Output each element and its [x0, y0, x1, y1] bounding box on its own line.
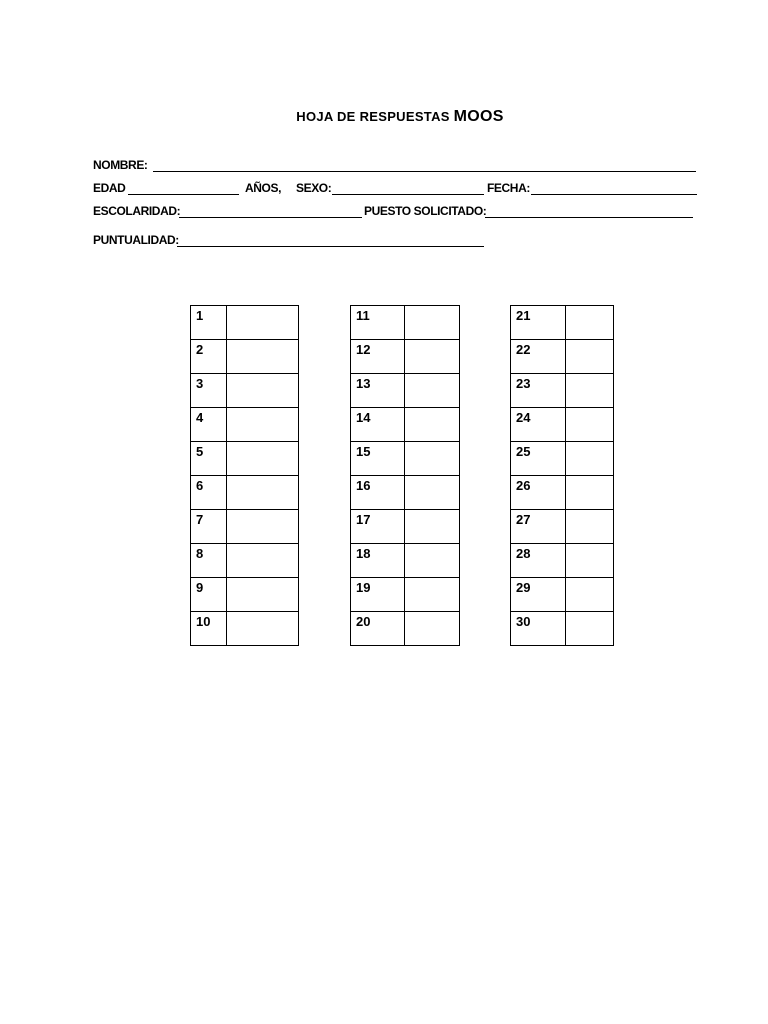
question-number: 25 [511, 442, 566, 476]
answer-row [351, 442, 460, 476]
question-number: 17 [351, 510, 405, 544]
escolaridad-label: ESCOLARIDAD: [93, 204, 181, 218]
answer-row [511, 306, 614, 340]
answer-row [191, 374, 299, 408]
answer-cell[interactable] [566, 510, 614, 544]
question-number: 11 [351, 306, 405, 340]
answer-row [511, 408, 614, 442]
answer-cell[interactable] [566, 306, 614, 340]
question-number: 14 [351, 408, 405, 442]
question-number: 24 [511, 408, 566, 442]
question-number: 19 [351, 578, 405, 612]
answer-row [191, 544, 299, 578]
answer-row [191, 340, 299, 374]
answer-row [191, 612, 299, 646]
answer-cell[interactable] [405, 612, 460, 646]
nombre-field[interactable] [153, 158, 696, 172]
question-number: 12 [351, 340, 405, 374]
answer-row [511, 374, 614, 408]
question-number: 26 [511, 476, 566, 510]
answer-cell[interactable] [405, 306, 460, 340]
answer-cell[interactable] [227, 374, 299, 408]
fecha-field[interactable] [531, 181, 697, 195]
answer-cell[interactable] [405, 510, 460, 544]
answer-cell[interactable] [405, 340, 460, 374]
answer-cell[interactable] [227, 544, 299, 578]
sexo-label: SEXO: [296, 181, 332, 195]
answer-cell[interactable] [227, 476, 299, 510]
answer-row [351, 408, 460, 442]
answer-cell[interactable] [566, 544, 614, 578]
answer-cell[interactable] [227, 408, 299, 442]
puesto-label: PUESTO SOLICITADO: [364, 204, 487, 218]
page-title [0, 108, 768, 126]
answer-table-1 [190, 305, 299, 646]
answer-table-body [511, 306, 614, 646]
edad-field[interactable] [128, 181, 239, 195]
edad-row [0, 181, 768, 201]
question-number: 9 [191, 578, 227, 612]
question-number: 5 [191, 442, 227, 476]
answer-row [511, 340, 614, 374]
escolaridad-field[interactable] [179, 204, 362, 218]
answer-table-2 [350, 305, 460, 646]
question-number: 6 [191, 476, 227, 510]
question-number: 22 [511, 340, 566, 374]
answer-row [511, 510, 614, 544]
question-number: 2 [191, 340, 227, 374]
question-number: 23 [511, 374, 566, 408]
puntualidad-row [0, 233, 768, 253]
escolaridad-row [0, 204, 768, 224]
answer-cell[interactable] [227, 510, 299, 544]
answer-row [191, 408, 299, 442]
question-number: 27 [511, 510, 566, 544]
question-number: 7 [191, 510, 227, 544]
question-number: 16 [351, 476, 405, 510]
answer-cell[interactable] [405, 442, 460, 476]
question-number: 3 [191, 374, 227, 408]
answer-row [511, 612, 614, 646]
puntualidad-field[interactable] [177, 233, 484, 247]
answer-cell[interactable] [566, 408, 614, 442]
answer-cell[interactable] [227, 578, 299, 612]
answer-cell[interactable] [227, 442, 299, 476]
answer-cell[interactable] [227, 612, 299, 646]
answer-cell[interactable] [566, 374, 614, 408]
question-number: 8 [191, 544, 227, 578]
answer-cell[interactable] [405, 408, 460, 442]
question-number: 20 [351, 612, 405, 646]
question-number: 13 [351, 374, 405, 408]
answer-cell[interactable] [227, 306, 299, 340]
answer-row [351, 510, 460, 544]
answer-row [351, 306, 460, 340]
answer-row [511, 476, 614, 510]
question-number: 29 [511, 578, 566, 612]
answer-cell[interactable] [405, 374, 460, 408]
answer-cell[interactable] [566, 340, 614, 374]
answer-cell[interactable] [405, 476, 460, 510]
fecha-label: FECHA: [487, 181, 530, 195]
question-number: 15 [351, 442, 405, 476]
answer-row [351, 340, 460, 374]
answer-row [511, 578, 614, 612]
answer-row [351, 374, 460, 408]
answer-row [351, 612, 460, 646]
answer-cell[interactable] [227, 340, 299, 374]
question-number: 4 [191, 408, 227, 442]
answer-row [351, 578, 460, 612]
question-number: 1 [191, 306, 227, 340]
answer-row [191, 578, 299, 612]
answer-cell[interactable] [566, 612, 614, 646]
answer-table-3 [510, 305, 614, 646]
title-prefix: HOJA DE RESPUESTAS [296, 109, 450, 124]
answer-row [511, 442, 614, 476]
sexo-field[interactable] [332, 181, 484, 195]
answer-cell[interactable] [405, 544, 460, 578]
nombre-label: NOMBRE: [93, 158, 148, 172]
question-number: 18 [351, 544, 405, 578]
answer-cell[interactable] [405, 578, 460, 612]
answer-cell[interactable] [566, 442, 614, 476]
question-number: 10 [191, 612, 227, 646]
answer-row [511, 544, 614, 578]
question-number: 21 [511, 306, 566, 340]
answer-row [191, 306, 299, 340]
answer-row [191, 510, 299, 544]
edad-label: EDAD [93, 181, 126, 195]
question-number: 28 [511, 544, 566, 578]
anos-label: AÑOS, [245, 181, 282, 195]
question-number: 30 [511, 612, 566, 646]
nombre-row [0, 158, 768, 178]
answer-table-body [191, 306, 299, 646]
answer-cell[interactable] [566, 476, 614, 510]
answer-row [191, 476, 299, 510]
answer-row [351, 476, 460, 510]
answer-row [351, 544, 460, 578]
answer-cell[interactable] [566, 578, 614, 612]
title-main: MOOS [453, 108, 504, 125]
puesto-field[interactable] [485, 204, 693, 218]
puntualidad-label: PUNTUALIDAD: [93, 233, 179, 247]
answer-row [191, 442, 299, 476]
answer-table-body [351, 306, 460, 646]
